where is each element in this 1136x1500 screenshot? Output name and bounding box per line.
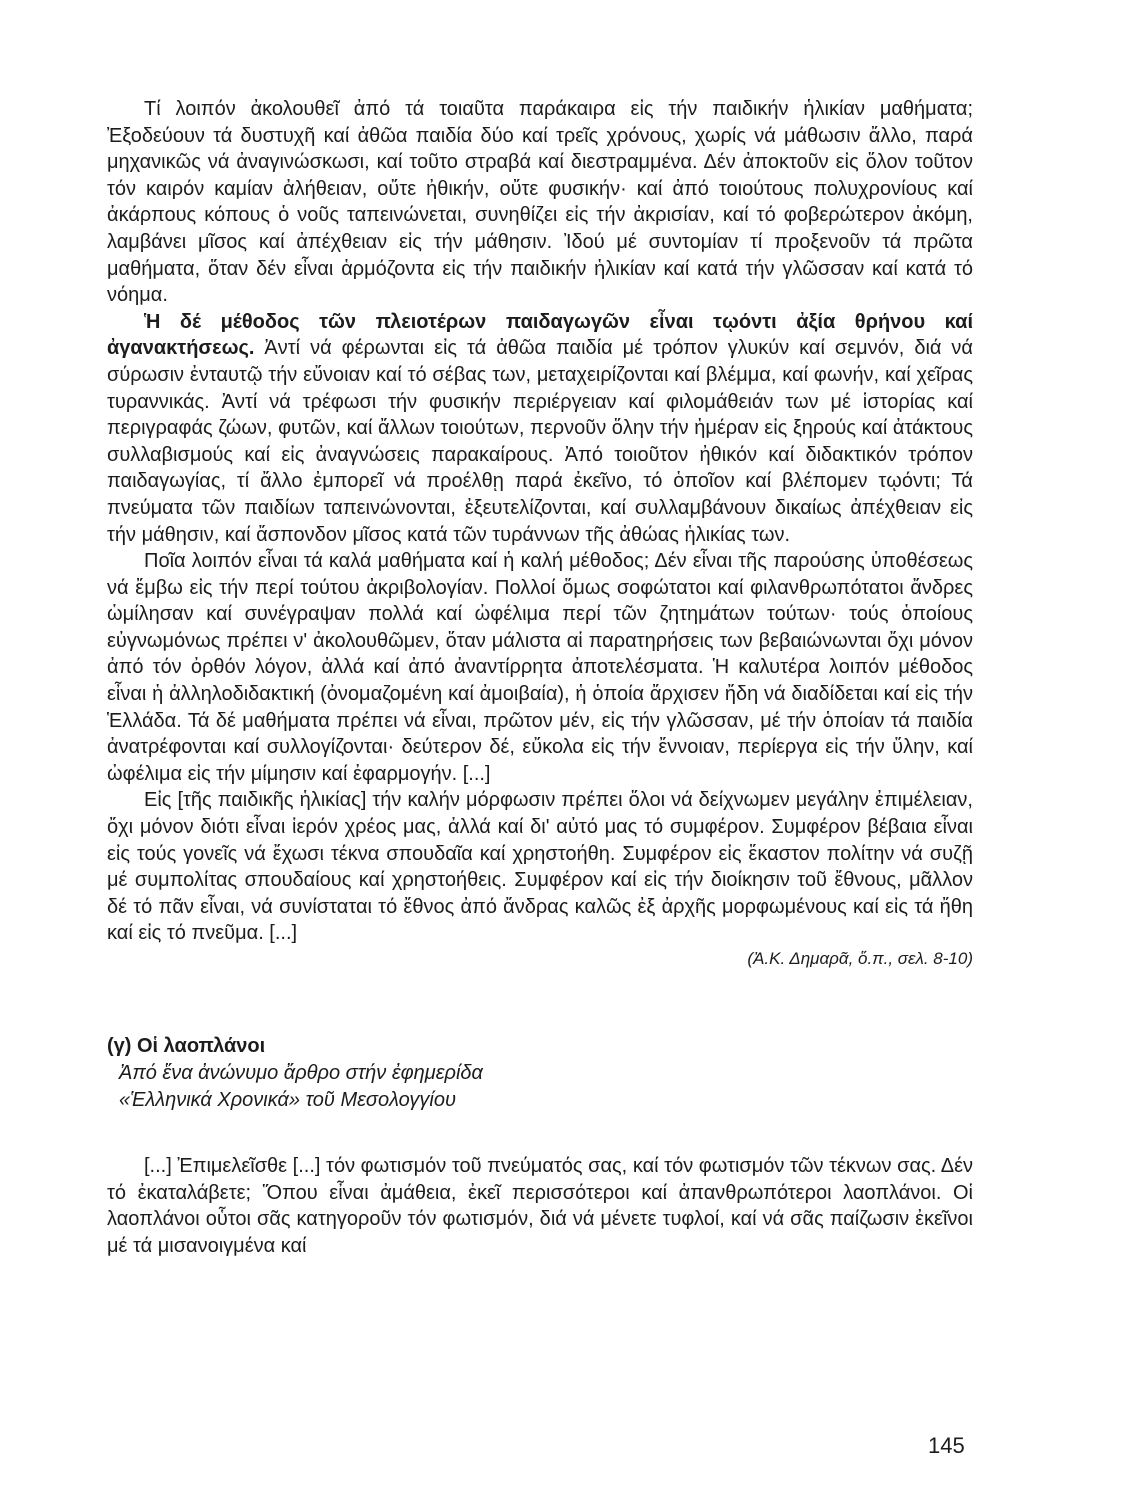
section-subtitle-line-2: «Ἑλληνικά Χρονικά» τοῦ Μεσολογγίου (119, 1089, 456, 1111)
page-number: 145 (928, 1433, 965, 1458)
section-subtitle-line-1: Ἀπό ἕνα ἀνώνυμο ἄρθρο στήν ἐφημερίδα (119, 1062, 483, 1084)
section-heading: (γ) Οἱ λαοπλάνοι (107, 1035, 266, 1057)
section-body-paragraph: [...] Ἐπιμελεῖσθε [...] τόν φωτισμόν τοῦ πνεύματός σας, καί τόν φωτισμόν τῶν τέκνων σας. Δέν τό ἐκαταλάβετε; Ὅπου εἶναι ἀμάθεια, ἐκεῖ περισσότεροι καί ἀπανθρωπότεροι λαοπλάνοι. Οἱ λαοπλάνοι οὗτοι σᾶς κατηγοροῦν τόν φωτισμόν, διά νά μένετε τυφλοί, καί νά σᾶς παίζωσιν ἐκεῖνοι μέ τά μισανοιγμένα καί (107, 1155, 973, 1257)
paragraph-1: Τί λοιπόν ἀκολουθεῖ ἀπό τά τοιαῦτα παράκαιρα εἰς τήν παιδικήν ἡλικίαν μαθήματα; Ἐξοδεύουν τά δυστυχῆ καί ἀθῶα παιδία δύο καί τρεῖς χρόνους, χωρίς νά μάθωσιν ἄλλο, παρά μηχανικῶς νά ἀναγινώσκωσι, καί τοῦτο στραβά καί διεστραμμένα. Δέν ἀποκτοῦν εἰς ὅλον τοῦτον τόν καιρόν καμίαν ἀλήθειαν, οὔτε ἠθικήν, οὔτε φυσικήν· καί ἀπό τοιούτους πολυχρονίους καί ἀκάρπους κόπους ὁ νοῦς ταπεινώνεται, συνηθίζει εἰς τήν ἀκρισίαν, καί τό φοβερώτερον ἀκόμη, λαμβάνει μῖσος καί ἀπέχθειαν εἰς τήν μάθησιν. Ἰδού μέ συντομίαν τί προξενοῦν τά πρῶτα μαθήματα, ὅταν δέν εἶναι ἁρμόζοντα εἰς τήν παιδικήν ἡλικίαν καί κατά τήν γλῶσσαν καί κατά τό νόημα. (107, 98, 973, 307)
paragraph-2-bold-lead: Ἡ δέ μέθοδος τῶν πλειοτέρων παιδαγωγῶν εἶναι τῳόντι ἀξία θρήνου καί ἀγανακτήσεως. (107, 310, 973, 360)
spacer (107, 1114, 973, 1153)
paragraph-2-text: Ἀντί νά φέρωνται εἰς τά ἀθῶα παιδία μέ τρόπον γλυκύν καί σεμνόν, διά νά σύρωσιν ἐνταυτῷ τήν εὔνοιαν καί τό σέβας των, μεταχειρίζονται καί βλέμμα, καί φωνήν, καί χεῖρας τυραννικάς. Ἀντί νά τρέφωσι τήν φυσικήν περιέργειαν καί φιλομάθειάν των μέ ἱστορίας καί περιγραφάς ζώων, φυτῶν, καί ἄλλων τοιούτων, περνοῦν ὅλην τήν ἡμέραν εἰς ξηρούς καί ἀτάκτους συλλαβισμούς καί εἰς ἀναγνώσεις παρακαίρους. Ἀπό τοιοῦτον ἠθικόν καί διδακτικόν τρόπον παιδαγωγίας, τί ἄλλο ἐμπορεῖ νά προέλθῃ παρά ἐκεῖνο, τό ὁποῖον καί βλέπομεν τῳόντι; Τά πνεύματα τῶν παιδίων ταπεινώνονται, ἐξευτελίζονται, καί συλλαμβάνουν δικαίως ἀπέχθειαν εἰς τήν μάθησιν, καί ἄσπονδον μῖσος κατά τῶν τυράννων τῆς ἀθώας ἡλικίας των. (107, 337, 973, 546)
paragraph-3: Ποῖα λοιπόν εἶναι τά καλά μαθήματα καί ἡ καλή μέθοδος; Δέν εἶναι τῆς παρούσης ὑποθέσεως νά ἔμβω εἰς τήν περί τούτου ἀκριβολογίαν. Πολλοί ὅμως σοφώτατοι καί φιλανθρωπότατοι ἄνδρες ὡμίλησαν καί συνέγραψαν πολλά καί ὠφέλιμα περί τῶν ζητημάτων τούτων· τούς ὁποίους εὐγνωμόνως πρέπει ν' ἀκολουθῶμεν, ὅταν μάλιστα αἱ παρατηρήσεις των βεβαιώνωνται ὄχι μόνον ἀπό τόν ὀρθόν λόγον, ἀλλά καί ἀπό ἀναντίρρητα ἀποτελέσματα. Ἡ καλυτέρα λοιπόν μέθοδος εἶναι ἡ ἀλληλοδιδακτική (ὀνομαζομένη καί ἀμοιβαία), ἡ ὁποία ἄρχισεν ἤδη νά διαδίδεται καί εἰς τήν Ἑλλάδα. Τά δέ μαθήματα πρέπει νά εἶναι, πρῶτον μέν, εἰς τήν γλῶσσαν, μέ τήν ὁποίαν τά παιδία ἀνατρέφονται καί συλλογίζονται· δεύτερον δέ, εὔκολα εἰς τήν ἔννοιαν, περίεργα εἰς τήν ὕλην, καί ὠφέλιμα εἰς τήν μίμησιν καί ἐφαρμογήν. [...] (107, 550, 973, 785)
source-citation: (Ἀ.Κ. Δημαρᾶ, ὅ.π., σελ. 8-10) (747, 949, 973, 968)
paragraph-2 (107, 309, 973, 548)
page-body (107, 96, 973, 1259)
paragraph-4: Εἰς [τῆς παιδικῆς ἡλικίας] τήν καλήν μόρφωσιν πρέπει ὅλοι νά δείχνωμεν μεγάλην ἐπιμέλειαν, ὄχι μόνον διότι εἶναι ἱερόν χρέος μας, ἀλλά καί δι' αὐτό μας τό συμφέρον. Συμφέρον βέβαια εἶναι εἰς τούς γονεῖς νά ἔχωσι τέκνα σπουδαῖα καί χρηστοήθη. Συμφέρον εἰς ἕκαστον πολίτην νά συζῇ μέ συμπολίτας σπουδαίους καί χρηστοήθεις. Συμφέρον καί εἰς τήν διοίκησιν τοῦ ἔθνους, μᾶλλον δέ τό πᾶν εἶναι, νά συνίσταται τό ἔθνος ἀπό ἄνδρας καλῶς ἐξ ἀρχῆς μορφωμένους καί εἰς τά ἤθη καί εἰς τό πνεῦμα. [...] (107, 789, 973, 945)
